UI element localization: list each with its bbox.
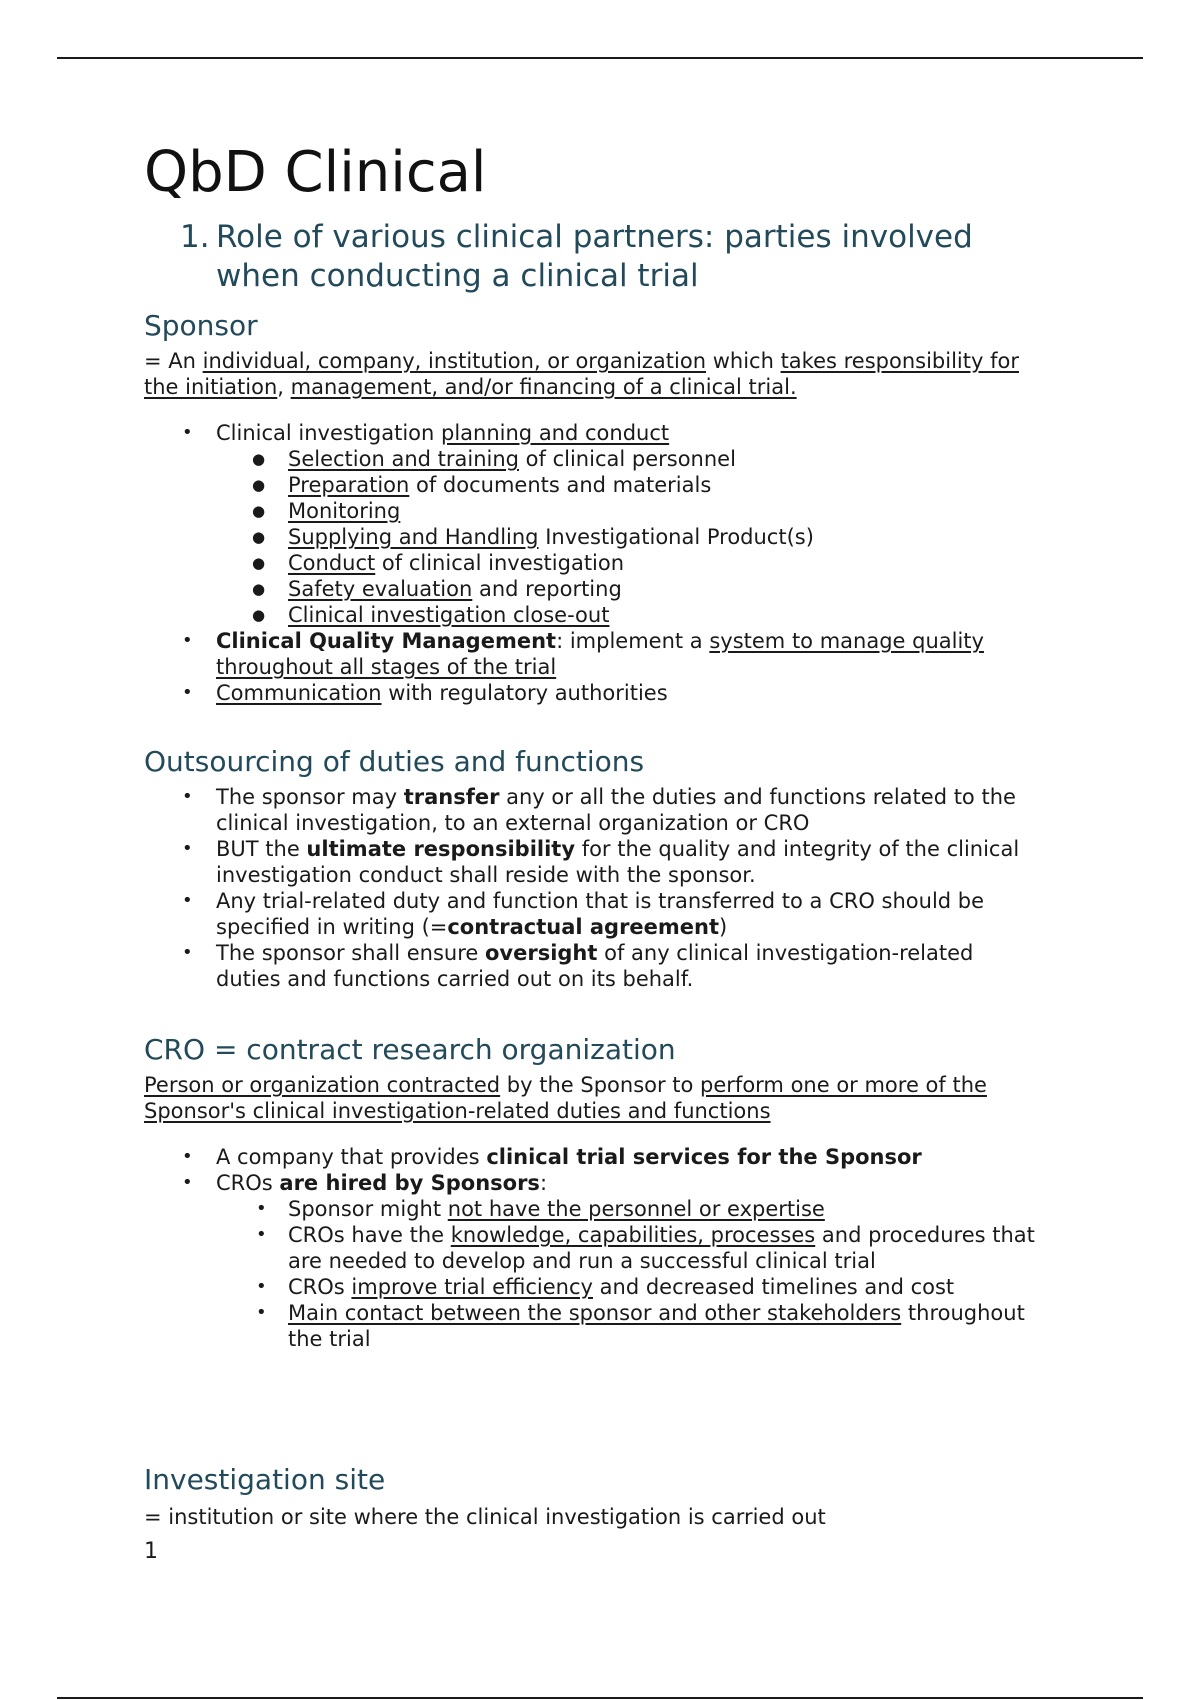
cro-heading: CRO = contract research organization — [144, 1033, 676, 1066]
document-page — [144, 138, 1044, 1566]
cro-definition: Person or organization contracted by the Sponsor to perform one or more of the Sponsor's clinical investigation-related duties and functions — [144, 1073, 987, 1123]
section-number: 1. — [180, 219, 210, 255]
cro-bullet-list — [144, 1144, 1044, 1352]
list-item: ● Conduct of clinical investigation — [144, 550, 1044, 576]
list-item: • Main contact between the sponsor and other stakeholders throughout the trial — [144, 1300, 1044, 1352]
list-item: • Any trial-related duty and function that is transferred to a CRO should be specified in writing (=contractual agreement) — [144, 888, 1044, 940]
outsourcing-bullet-list — [144, 784, 1044, 992]
list-item: ● Clinical investigation close-out — [144, 602, 1044, 628]
sponsor-heading: Sponsor — [144, 309, 258, 342]
list-item: ● Monitoring — [144, 498, 1044, 524]
list-item: • CROs are hired by Sponsors: • Sponsor might not have the personnel or expertise • CROs have the knowledge, capabilities, processes and procedures that are needed to develop and run a successful clinical trial • CROs improve trial efficiency and decreased timelines and cost • Main contact between the sponsor and other stakeholders throughout the trial — [144, 1170, 1044, 1352]
cro-sub-list — [144, 1196, 1044, 1352]
list-item: • Clinical investigation planning and conduct ● Selection and training of clinical personnel ● Preparation of documents and materials ● Monitoring ● Supplying and Handling Investigational Product(s) ● Conduct of clinical investigation ● Safety evaluation and reporting ● Clinical investigation close-out — [144, 420, 1044, 628]
list-item: • The sponsor shall ensure oversight of any clinical investigation-related duties and functions carried out on its behalf. — [144, 940, 1044, 992]
sponsor-sub-list — [144, 446, 1044, 628]
list-item: • A company that provides clinical trial services for the Sponsor — [144, 1144, 1044, 1170]
outsourcing-heading: Outsourcing of duties and functions — [144, 745, 645, 778]
site-definition: = institution or site where the clinical investigation is carried out — [144, 1505, 826, 1529]
list-item: ● Preparation of documents and materials — [144, 472, 1044, 498]
list-item: • Sponsor might not have the personnel or expertise — [144, 1196, 1044, 1222]
sponsor-definition: = An individual, company, institution, or organization which takes responsibility for the initiation, management, and/or financing of a clinical trial. — [144, 349, 1019, 399]
list-item: ● Safety evaluation and reporting — [144, 576, 1044, 602]
list-item: • CROs improve trial efficiency and decreased timelines and cost — [144, 1274, 1044, 1300]
top-rule — [57, 57, 1143, 59]
list-item: • Clinical Quality Management: implement a system to manage quality throughout all stages of the trial — [144, 628, 1044, 680]
section-title: Role of various clinical partners: parties involved when conducting a clinical trial — [216, 219, 973, 294]
page-number: 1 — [144, 1539, 158, 1564]
document-title: QbD Clinical — [144, 140, 487, 205]
list-item: • CROs have the knowledge, capabilities, processes and procedures that are needed to develop and run a successful clinical trial — [144, 1222, 1044, 1274]
list-item: • The sponsor may transfer any or all the duties and functions related to the clinical investigation, to an external organization or CRO — [144, 784, 1044, 836]
section-heading-1 — [180, 218, 1044, 296]
list-item: ● Selection and training of clinical personnel — [144, 446, 1044, 472]
list-item: ● Supplying and Handling Investigational Product(s) — [144, 524, 1044, 550]
list-item: • Communication with regulatory authorities — [144, 680, 1044, 706]
bottom-rule — [57, 1697, 1143, 1699]
site-heading: Investigation site — [144, 1463, 386, 1496]
list-item: • BUT the ultimate responsibility for the quality and integrity of the clinical investigation conduct shall reside with the sponsor. — [144, 836, 1044, 888]
sponsor-bullet-list — [144, 420, 1044, 706]
